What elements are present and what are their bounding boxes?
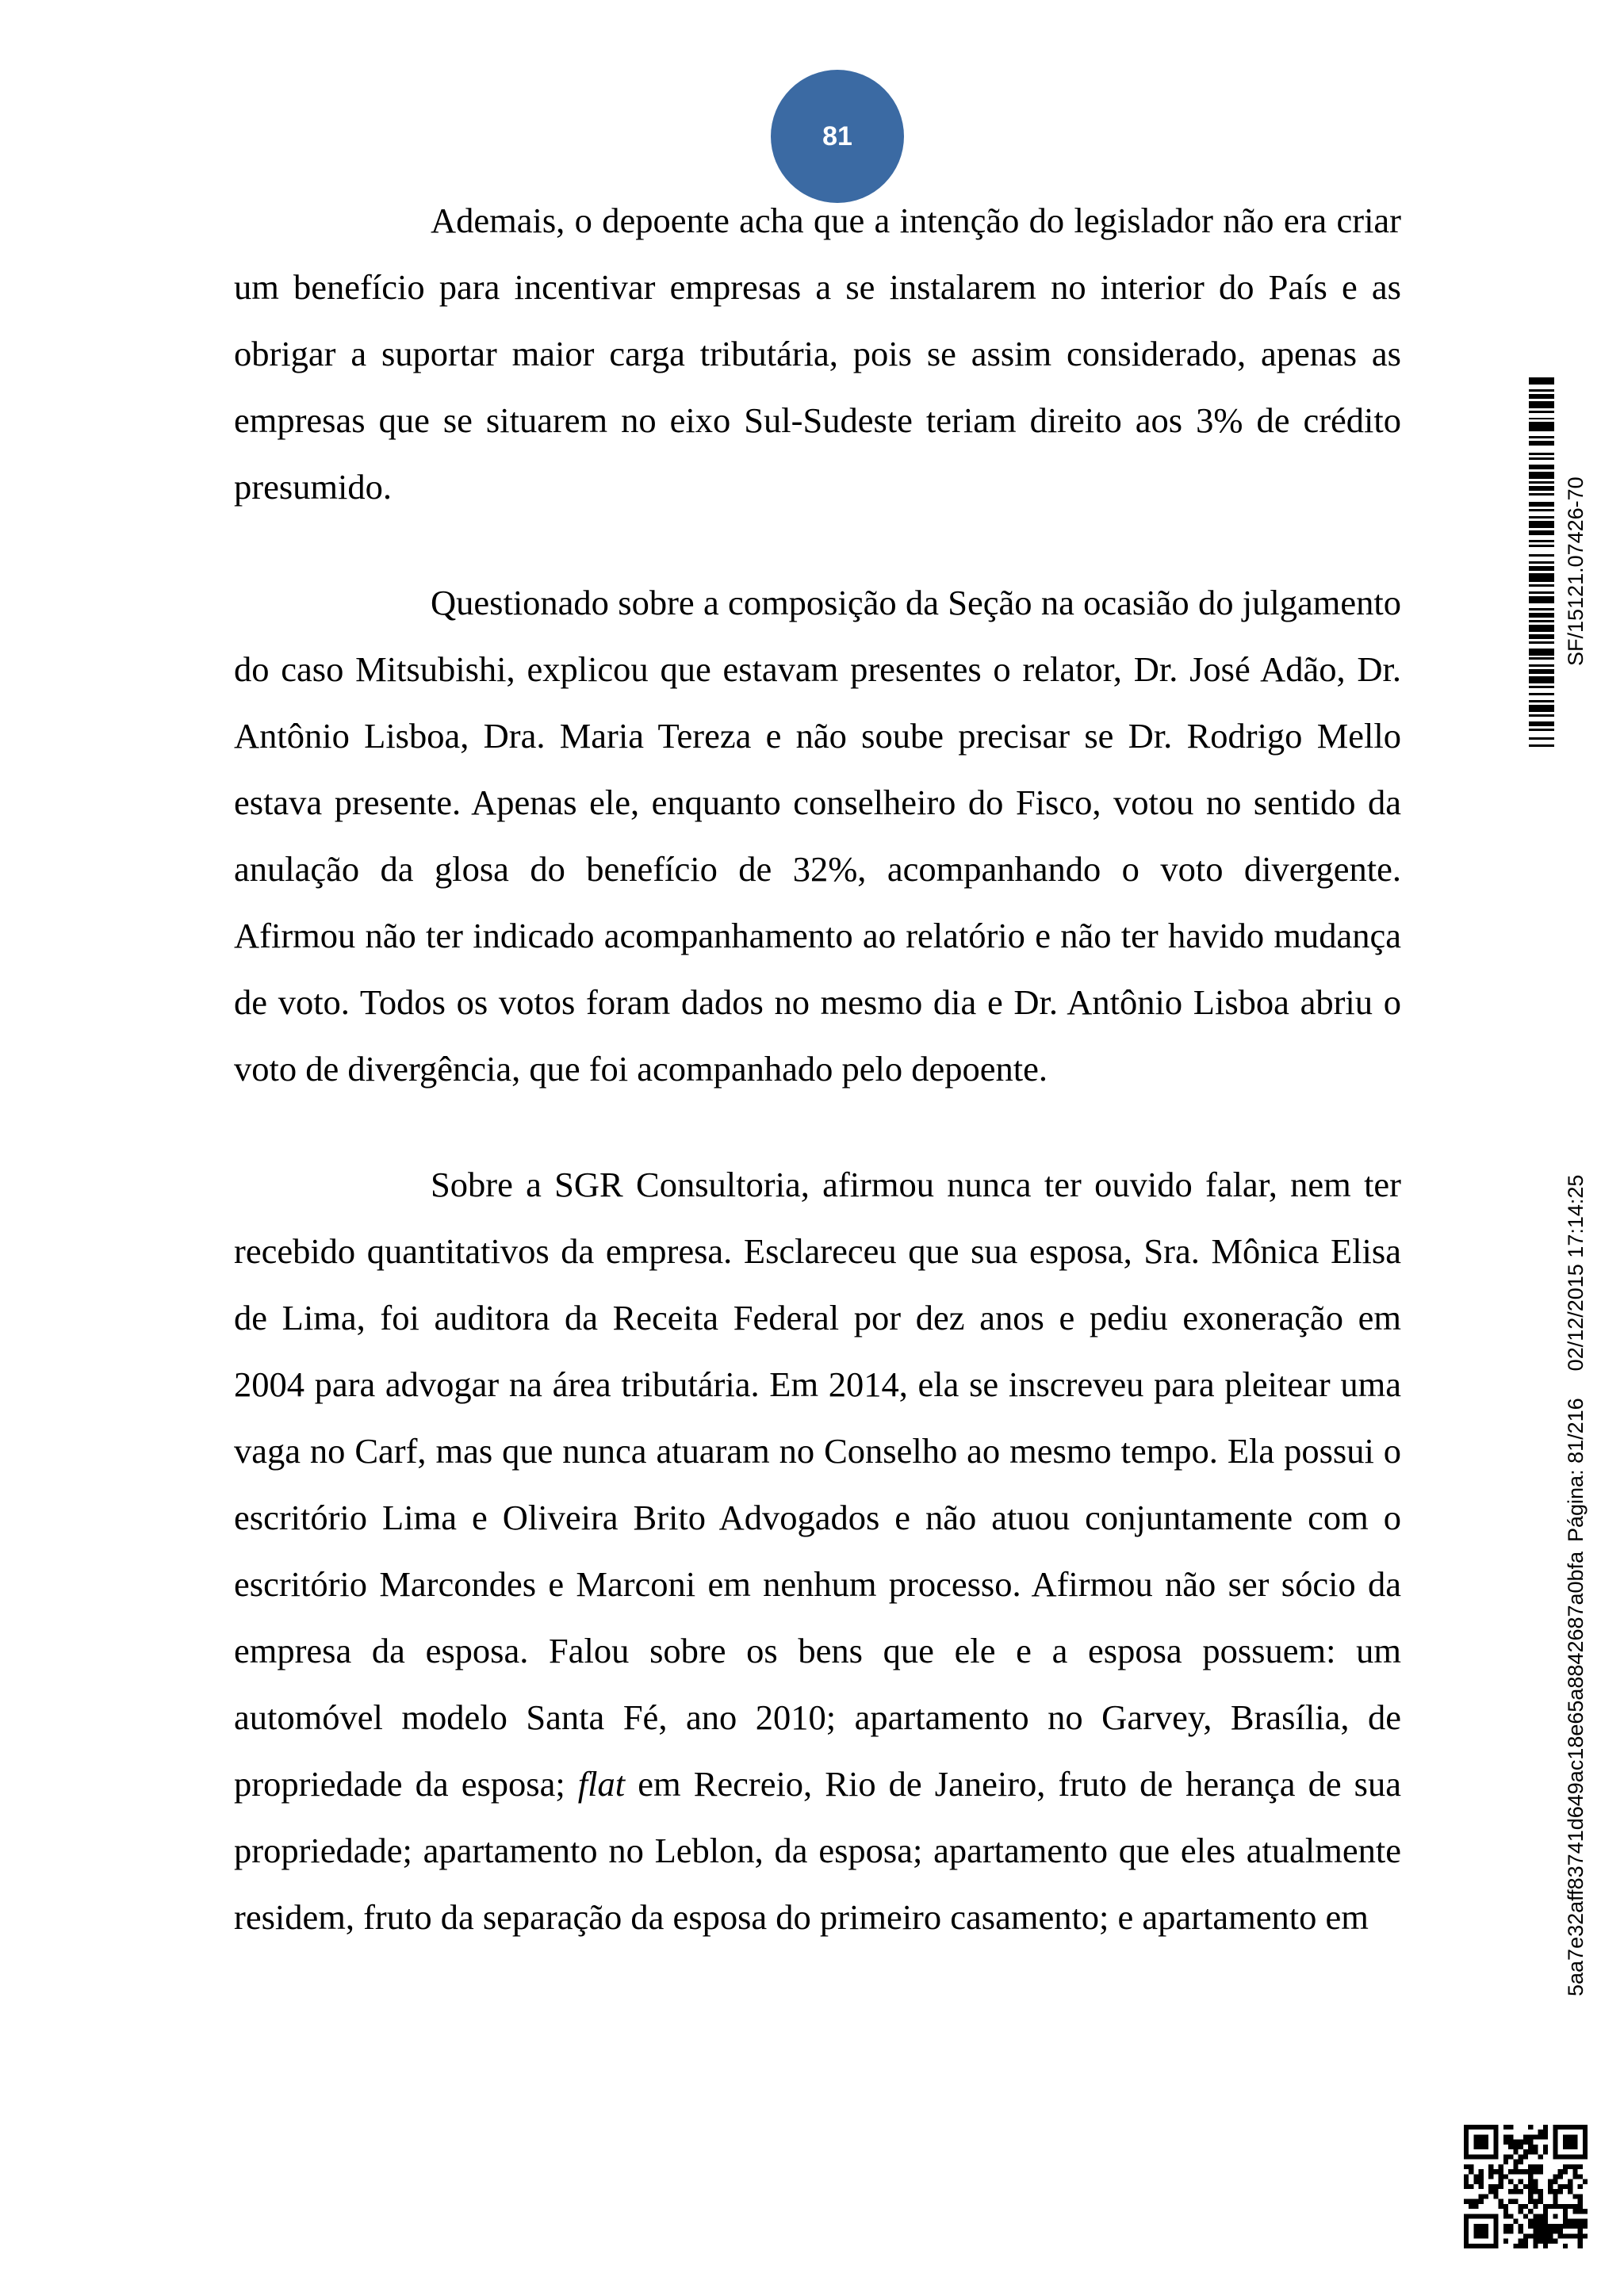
page-number-badge <box>771 70 904 203</box>
document-id: SF/15121.07426-70 <box>1564 476 1588 666</box>
page-count: Página: 81/216 <box>1564 1398 1588 1542</box>
paragraph-1: Ademais, o depoente acha que a intenção do legislador não era criar um benefício para incentivar empresas a se instalarem no interior do País e as obrigar a suportar maior carga tributária, pois se assim considerado, apenas as empresas que se situarem no eixo Sul-Sudeste teriam direito aos 3% de crédito presumido. <box>234 201 1401 507</box>
paragraph-3 <box>234 1151 1401 1950</box>
italic-word: flat <box>577 1764 626 1804</box>
paragraph-3-part-1: Sobre a SGR Consultoria, afirmou nunca ter ouvido falar, nem ter recebido quantitativos da empresa. Esclareceu que sua esposa, Sra. Mônica Elisa de Lima, foi auditora da Receita Federal por dez anos e pediu exoneração em 2004 para advogar na área tributária. Em 2014, ela se inscreveu para pleitear uma vaga no Carf, mas que nunca atuaram no Conselho ao mesmo tempo. Ela possui o escritório Lima e Oliveira Brito Advogados e não atuou conjuntamente com o escritório Marcondes e Marconi em nenhum processo. Afirmou não ser sócio da empresa da esposa. Falou sobre os bens que ele e a esposa possuem: um automóvel modelo Santa Fé, ano 2010; apartamento no Garvey, Brasília, de propriedade da esposa; <box>234 1165 1401 1804</box>
barcode-icon <box>1529 377 1554 750</box>
document-body <box>234 187 1401 1950</box>
signature-datetime: 02/12/2015 17:14:25 <box>1564 1174 1588 1372</box>
paragraph-2: Questionado sobre a composição da Seção na ocasião do julgamento do caso Mitsubishi, explicou que estavam presentes o relator, Dr. José Adão, Dr. Antônio Lisboa, Dra. Maria Tereza e não soube precisar se Dr. Rodrigo Mello estava presente. Apenas ele, enquanto conselheiro do Fisco, votou no sentido da anulação da glosa do benefício de 32%, acompanhando o voto divergente. Afirmou não ter indicado acompanhamento ao relatório e não ter havido mudança de voto. Todos os votos foram dados no mesmo dia e Dr. Antônio Lisboa abriu o voto de divergência, que foi acompanhado pelo depoente. <box>234 583 1401 1089</box>
document-hash: 5aa7e32aff83741d649ac18e65a8842687a0bfa <box>1564 1551 1588 1996</box>
qr-code-icon <box>1464 2125 1588 2248</box>
paragraph-3-part-2: em Recreio, Rio de Janeiro, fruto de herança de sua propriedade; apartamento no Leblon, da esposa; apartamento que eles atualmente residem, fruto da separação da esposa do primeiro casamento; e apartamento em <box>234 1764 1401 1937</box>
page-number: 81 <box>822 121 852 151</box>
